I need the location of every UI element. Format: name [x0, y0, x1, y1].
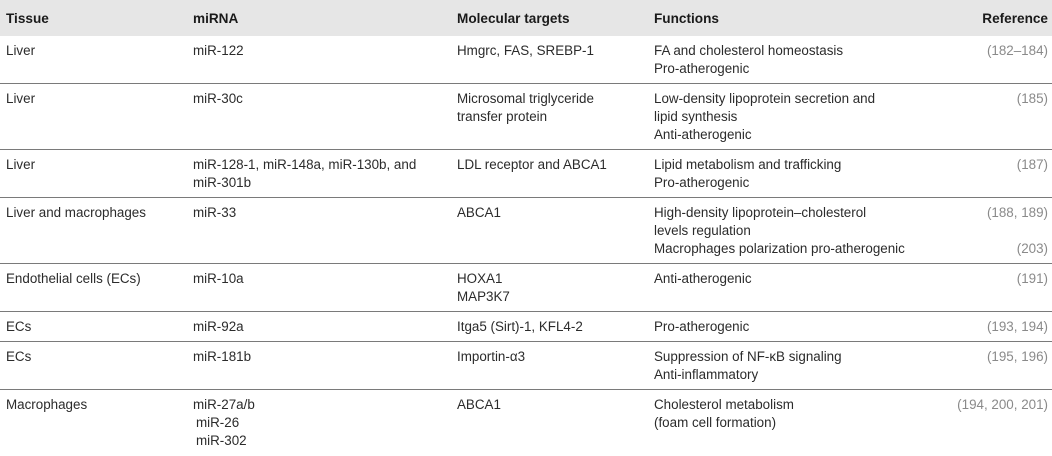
cell-reference[interactable]	[935, 264, 1052, 312]
cell-reference[interactable]	[935, 150, 1052, 198]
table-row	[0, 390, 1052, 456]
table-row	[0, 198, 1052, 264]
table-row	[0, 84, 1052, 150]
cell-functions: Anti-atherogenic	[648, 264, 935, 312]
table-row	[0, 342, 1052, 390]
cell-targets: HOXA1 MAP3K7	[451, 264, 648, 312]
table-row	[0, 312, 1052, 342]
reference-link[interactable]: (193, 194)	[986, 319, 1048, 334]
cell-mirna: miR-92a	[187, 312, 451, 342]
header-targets: Molecular targets	[457, 10, 570, 26]
cell-mirna: miR-33	[187, 198, 451, 264]
header-reference: Reference	[982, 10, 1048, 26]
cell-mirna: miR-30c	[187, 84, 451, 150]
cell-functions: Cholesterol metabolism (foam cell formation)	[654, 397, 794, 430]
cell-tissue: ECs	[0, 342, 187, 390]
cell-reference[interactable]	[935, 198, 1052, 264]
cell-tissue: Liver	[0, 150, 187, 198]
cell-functions: Lipid metabolism and trafficking Pro-atherogenic	[648, 150, 935, 198]
cell-tissue: Macrophages	[6, 397, 88, 412]
cell-tissue: ECs	[0, 312, 187, 342]
cell-reference[interactable]	[935, 390, 1052, 456]
cell-targets: Hmgrc, FAS, SREBP-1	[451, 36, 648, 84]
header-mirna: miRNA	[193, 10, 239, 26]
reference-link[interactable]: (194, 200, 201)	[957, 397, 1048, 412]
cell-functions: Pro-atherogenic	[648, 312, 935, 342]
cell-mirna: miR-27a/b miR-26 miR-302	[193, 397, 255, 448]
cell-reference[interactable]	[935, 342, 1052, 390]
table-row	[0, 36, 1052, 84]
cell-mirna: miR-181b	[187, 342, 451, 390]
header-functions: Functions	[654, 10, 719, 26]
cell-reference[interactable]	[935, 36, 1052, 84]
cell-mirna: miR-10a	[187, 264, 451, 312]
cell-targets: ABCA1	[451, 198, 648, 264]
cell-targets: Importin-α3	[451, 342, 648, 390]
cell-targets: Itga5 (Sirt)-1, KFL4-2	[451, 312, 648, 342]
cell-functions: High-density lipoprotein–cholesterol levels regulation Macrophages polarization pro-atherogenic	[648, 198, 935, 264]
cell-mirna: miR-128-1, miR-148a, miR-130b, and miR-301b	[187, 150, 451, 198]
cell-targets: ABCA1	[457, 397, 501, 412]
cell-tissue: Liver	[0, 84, 187, 150]
cell-targets: Microsomal triglyceride transfer protein	[451, 84, 648, 150]
cell-functions: FA and cholesterol homeostasis Pro-atherogenic	[648, 36, 935, 84]
reference-link[interactable]: (188, 189)	[986, 205, 1048, 220]
cell-reference[interactable]	[935, 312, 1052, 342]
reference-link[interactable]: (187)	[1016, 157, 1048, 172]
reference-link[interactable]: (185)	[1016, 91, 1048, 106]
cell-targets: LDL receptor and ABCA1	[451, 150, 648, 198]
table-row	[0, 150, 1052, 198]
cell-functions: Suppression of NF-κB signaling Anti-inflammatory	[648, 342, 935, 390]
table-row	[0, 264, 1052, 312]
cell-reference[interactable]	[935, 84, 1052, 150]
reference-link[interactable]: (195, 196)	[986, 349, 1048, 364]
header-tissue: Tissue	[6, 10, 49, 26]
reference-link[interactable]: (203)	[1016, 241, 1048, 256]
reference-link[interactable]: (191)	[1016, 271, 1048, 286]
cell-tissue: Liver and macrophages	[0, 198, 187, 264]
cell-tissue: Liver	[0, 36, 187, 84]
cell-functions: Low-density lipoprotein secretion and lipid synthesis Anti-atherogenic	[648, 84, 935, 150]
cell-mirna: miR-122	[187, 36, 451, 84]
cell-tissue: Endothelial cells (ECs)	[0, 264, 187, 312]
header-row	[0, 0, 1052, 36]
reference-link[interactable]: (182–184)	[986, 43, 1048, 58]
